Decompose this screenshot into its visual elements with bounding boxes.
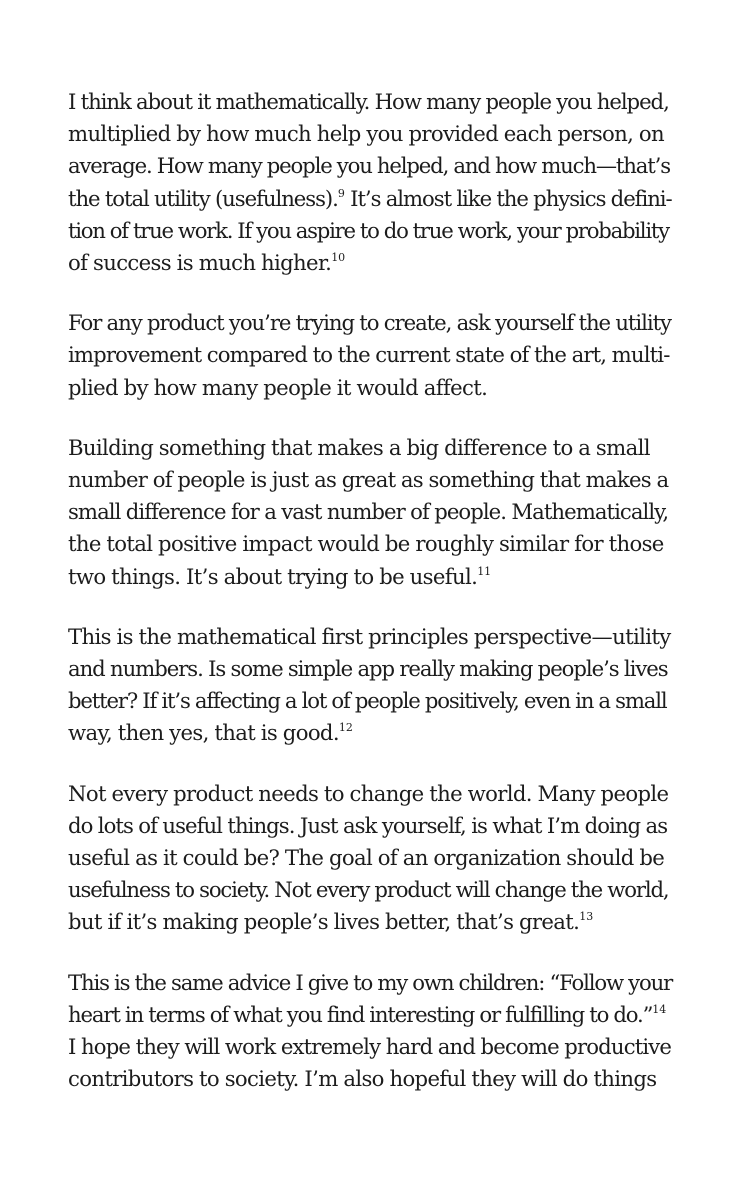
- footnote-marker: 14: [652, 1002, 667, 1016]
- footnote-marker: 13: [579, 910, 594, 924]
- text-line: [68, 778, 672, 810]
- text-segment: number of people is just as great as something that makes a: [68, 467, 669, 493]
- text-line: [68, 339, 672, 371]
- text-segment: small difference for a vast number of people. Mathematically,: [68, 499, 669, 525]
- text-line: [68, 874, 672, 906]
- text-segment: Building something that makes a big difference to a small: [68, 434, 650, 460]
- text-segment: improvement compared to the current state of the art, multi-: [68, 342, 670, 368]
- text-segment: contributors to society. I’m also hopeful they will do things: [68, 1066, 657, 1092]
- text-line: [68, 150, 672, 182]
- text-line: [68, 215, 672, 247]
- text-segment: the total utility (usefulness).: [68, 185, 338, 211]
- text-line: [68, 1063, 672, 1095]
- text-segment: better? If it’s affecting a lot of people positively, even in a small: [68, 688, 667, 714]
- text-segment: heart in terms of what you find interesting or fulfilling to do.”: [68, 1001, 653, 1027]
- text-line: [68, 183, 672, 215]
- paragraph: [68, 621, 672, 750]
- footnote-marker: 11: [477, 564, 492, 578]
- text-segment: I hope they will work extremely hard and become productive: [68, 1034, 672, 1060]
- paragraph: [68, 307, 672, 404]
- text-segment: For any product you’re trying to create, ask yourself the utility: [68, 310, 671, 336]
- text-line: [68, 561, 672, 593]
- text-segment: tion of true work. If you aspire to do true work, your probability: [68, 217, 669, 243]
- text-line: [68, 1031, 672, 1063]
- text-line: [68, 528, 672, 560]
- paragraph: [68, 86, 672, 279]
- text-line: [68, 685, 672, 717]
- paragraph: [68, 967, 672, 1096]
- paragraph: [68, 778, 672, 939]
- text-line: [68, 118, 672, 150]
- text-segment: multiplied by how much help you provided each person, on: [68, 121, 665, 147]
- text-segment: and numbers. Is some simple app really making people’s lives: [68, 656, 668, 682]
- text-line: [68, 247, 672, 279]
- text-line: [68, 653, 672, 685]
- footnote-marker: 12: [338, 721, 353, 735]
- text-segment: the total positive impact would be roughly similar for those: [68, 531, 664, 557]
- footnote-marker: 9: [337, 186, 345, 200]
- text-segment: It’s almost like the physics defini-: [344, 185, 672, 211]
- text-segment: of success is much higher.: [68, 250, 332, 276]
- text-line: [68, 906, 672, 938]
- text-segment: I think about it mathematically. How many people you helped,: [68, 89, 669, 114]
- text-line: [68, 86, 672, 118]
- text-segment: Not every product needs to change the world. Many people: [68, 780, 669, 806]
- text-line: [68, 372, 672, 404]
- text-line: [68, 464, 672, 496]
- text-line: [68, 967, 672, 999]
- text-segment: This is the mathematical first principles perspective—utility: [68, 623, 671, 649]
- paragraph: [68, 432, 672, 593]
- text-line: [68, 717, 672, 749]
- text-segment: usefulness to society. Not every product will change the world,: [68, 877, 669, 903]
- text-line: [68, 307, 672, 339]
- text-line: [68, 496, 672, 528]
- text-line: [68, 842, 672, 874]
- text-segment: but if it’s making people’s lives better, that’s great.: [68, 909, 580, 935]
- text-line: [68, 810, 672, 842]
- text-segment: way, then yes, that is good.: [68, 720, 339, 746]
- text-segment: useful as it could be? The goal of an organization should be: [68, 845, 665, 871]
- text-segment: average. How many people you helped, and how much—that’s: [68, 153, 670, 179]
- text-line: [68, 999, 672, 1031]
- text-segment: This is the same advice I give to my own children: “Follow your: [68, 969, 673, 995]
- text-line: [68, 432, 672, 464]
- text-line: [68, 621, 672, 653]
- text-segment: do lots of useful things. Just ask yourself, is what I’m doing as: [68, 812, 668, 838]
- text-segment: plied by how many people it would affect.: [68, 374, 488, 400]
- book-page-text: [68, 86, 672, 1123]
- footnote-marker: 10: [331, 250, 346, 264]
- text-segment: two things. It’s about trying to be useful.: [68, 563, 478, 589]
